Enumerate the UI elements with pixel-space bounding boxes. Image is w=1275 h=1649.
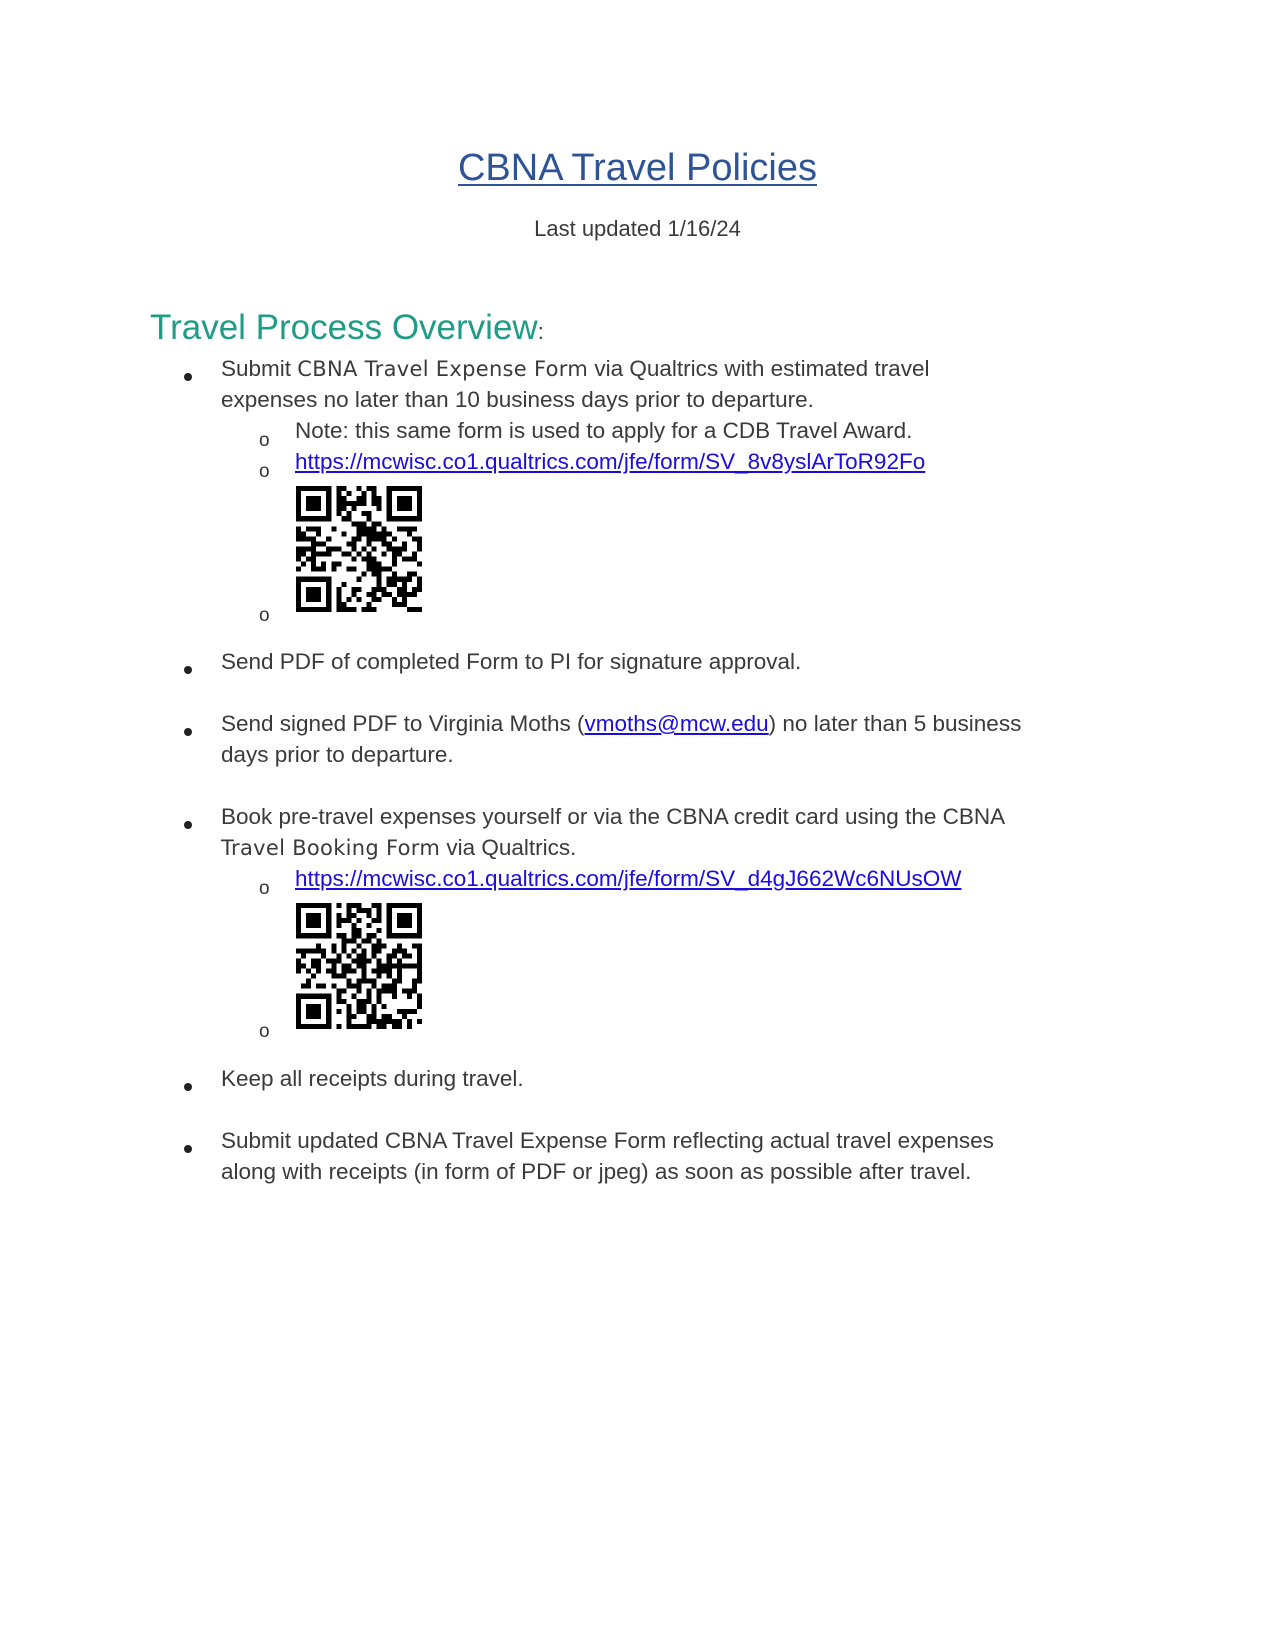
step-6-line-1: Submit updated CBNA Travel Expense Form reflecting actual travel expenses bbox=[221, 1128, 994, 1153]
sub-bullet-marker: o bbox=[259, 461, 270, 482]
bullet-2 bbox=[184, 666, 192, 674]
section-heading-text: Travel Process Overview bbox=[150, 308, 538, 347]
step-6-line-2: along with receipts (in form of PDF or jpeg) as soon as possible after travel. bbox=[221, 1159, 972, 1184]
sub-bullet-marker: o bbox=[259, 878, 270, 899]
last-updated: Last updated 1/16/24 bbox=[534, 216, 741, 241]
step-4-text-b: via Qualtrics. bbox=[440, 835, 577, 860]
sub-bullet-marker: o bbox=[259, 1021, 270, 1042]
qr-code-icon[interactable] bbox=[296, 486, 422, 612]
bullet-6 bbox=[184, 1145, 192, 1153]
booking-form-link[interactable]: https://mcwisc.co1.qualtrics.com/jfe/form/SV_d4gJ662Wc6NUsOW bbox=[295, 866, 962, 891]
section-heading-colon: : bbox=[537, 319, 544, 344]
step-1-text-b: via Qualtrics with estimated travel bbox=[588, 356, 930, 381]
step-1-text-a: Submit bbox=[221, 356, 298, 381]
step-4-line-1: Book pre-travel expenses yourself or via the CBNA credit card using the CBNA bbox=[221, 804, 1006, 829]
step-1-line-1 bbox=[221, 356, 929, 382]
step-4-line-2 bbox=[221, 835, 576, 861]
step-3-text-b: ) no later than 5 business bbox=[768, 711, 1022, 736]
step-1-note: Note: this same form is used to apply for a CDB Travel Award. bbox=[295, 418, 913, 443]
expense-form-link[interactable]: https://mcwisc.co1.qualtrics.com/jfe/form/SV_8v8yslArToR92Fo bbox=[295, 449, 926, 474]
step-1-form-name: CBNA Travel Expense Form bbox=[297, 357, 589, 381]
sub-bullet-marker: o bbox=[259, 430, 270, 451]
step-3-line-2: days prior to departure. bbox=[221, 742, 454, 767]
bullet-4 bbox=[184, 821, 192, 829]
step-1-link-line bbox=[295, 449, 925, 475]
bullet-1 bbox=[184, 373, 192, 381]
step-2-text: Send PDF of completed Form to PI for signature approval. bbox=[221, 649, 802, 674]
qr-code-icon[interactable] bbox=[296, 903, 422, 1029]
sub-bullet-marker: o bbox=[259, 605, 270, 626]
step-3-line-1 bbox=[221, 711, 1021, 737]
bullet-5 bbox=[184, 1083, 192, 1091]
step-4-link-line bbox=[295, 866, 961, 892]
email-link[interactable]: vmoths@mcw.edu bbox=[584, 711, 769, 736]
step-3-text-a: Send signed PDF to Virginia Moths ( bbox=[221, 711, 585, 736]
step-5-text: Keep all receipts during travel. bbox=[221, 1066, 524, 1091]
step-1-line-2: expenses no later than 10 business days prior to departure. bbox=[221, 387, 814, 412]
step-4-form-name: Travel Booking Form bbox=[221, 836, 441, 860]
section-heading bbox=[150, 308, 544, 352]
page-title: CBNA Travel Policies bbox=[457, 147, 817, 189]
bullet-3 bbox=[184, 728, 192, 736]
